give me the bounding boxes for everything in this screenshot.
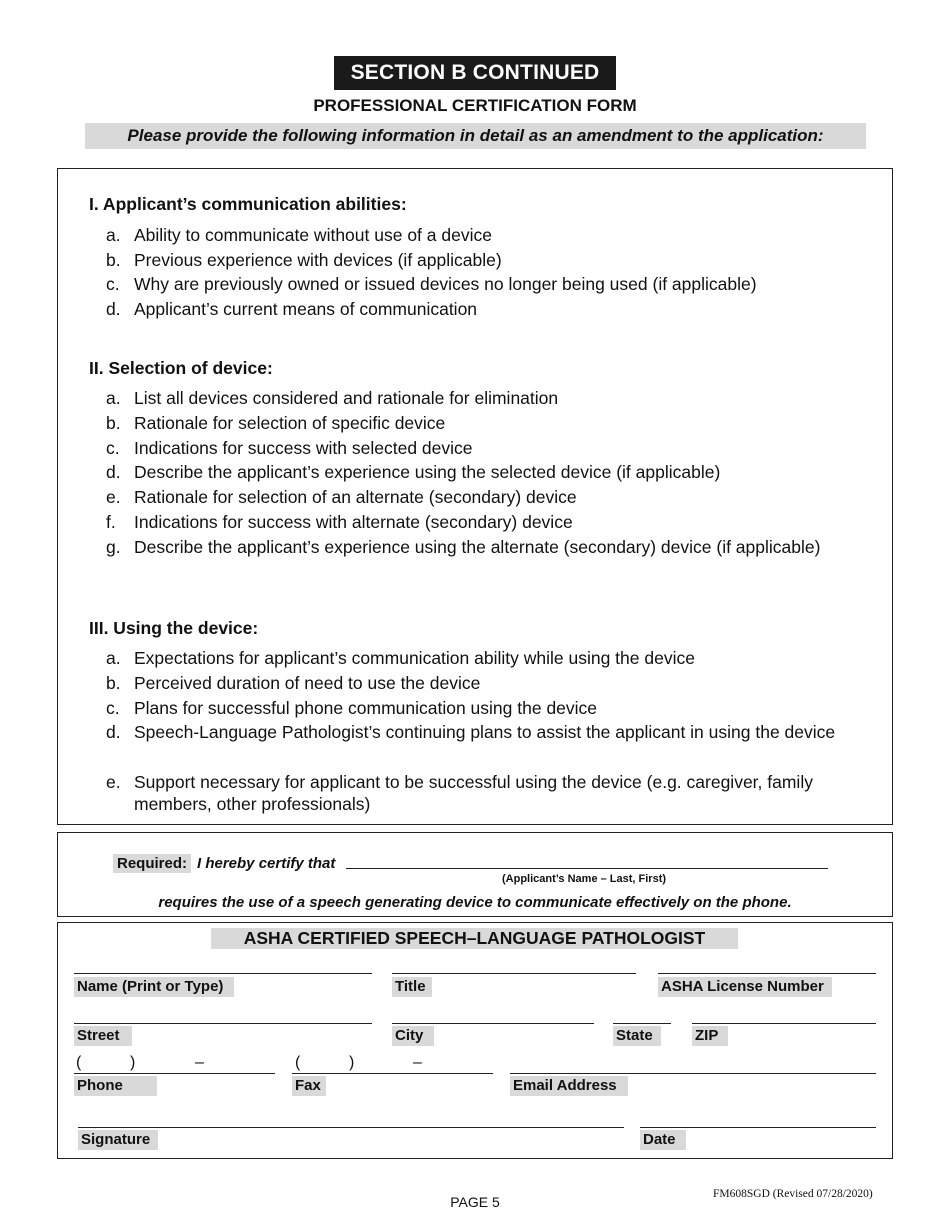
date-field[interactable] bbox=[640, 1127, 876, 1128]
list-item bbox=[106, 412, 869, 437]
title-field[interactable] bbox=[392, 973, 636, 974]
name-field[interactable] bbox=[74, 973, 372, 974]
list-item bbox=[106, 697, 869, 722]
fax-label: Fax bbox=[292, 1076, 326, 1096]
certify-text: I hereby certify that bbox=[197, 855, 336, 872]
item-text: Describe the applicant’s experience using the alternate (secondary) device (if applicable) bbox=[134, 536, 821, 557]
email-label: Email Address bbox=[510, 1076, 628, 1096]
section-heading: II. Selection of device: bbox=[89, 358, 273, 378]
signature-label: Signature bbox=[78, 1130, 158, 1150]
fax-field[interactable] bbox=[292, 1073, 493, 1074]
list-item bbox=[106, 273, 869, 298]
item-letter: d. bbox=[106, 298, 121, 319]
list-item bbox=[106, 486, 869, 511]
item-text: List all devices considered and rationale for elimination bbox=[134, 388, 559, 408]
item-letter: a. bbox=[106, 388, 121, 408]
certification-statement: requires the use of a speech generating device to communicate effectively on the phone. bbox=[158, 894, 792, 911]
zip-field[interactable] bbox=[692, 1023, 876, 1024]
license-field[interactable] bbox=[658, 973, 876, 974]
item-letter: b. bbox=[106, 249, 121, 270]
fax-area-open: ( bbox=[295, 1054, 301, 1071]
item-text: Describe the applicant’s experience using the selected device (if applicable) bbox=[134, 462, 721, 483]
item-letter: a. bbox=[106, 225, 121, 245]
item-letter: d. bbox=[106, 462, 121, 483]
item-letter: c. bbox=[106, 437, 120, 458]
street-field[interactable] bbox=[74, 1023, 372, 1024]
fax-area-close: ) bbox=[349, 1054, 355, 1071]
required-label: Required: bbox=[113, 854, 191, 873]
list-item bbox=[106, 298, 869, 323]
section-heading: I. Applicant’s communication abilities: bbox=[89, 194, 407, 214]
email-field[interactable] bbox=[510, 1073, 876, 1074]
item-letter: e. bbox=[106, 487, 121, 508]
item-letter: c. bbox=[106, 697, 120, 718]
phone-dash: – bbox=[195, 1054, 204, 1071]
item-text: Rationale for selection of an alternate (secondary) device bbox=[134, 487, 577, 508]
item-letter: c. bbox=[106, 274, 120, 294]
phone-field[interactable] bbox=[74, 1073, 275, 1074]
fax-dash: – bbox=[413, 1054, 422, 1071]
item-text: Expectations for applicant’s communication ability while using the device bbox=[134, 648, 695, 668]
item-text: Indications for success with alternate (secondary) device bbox=[134, 511, 573, 532]
section-banner: SECTION B CONTINUED bbox=[334, 56, 616, 90]
page-number: PAGE 5 bbox=[450, 1194, 500, 1210]
section-list bbox=[106, 387, 869, 558]
list-item bbox=[106, 387, 869, 412]
state-label: State bbox=[613, 1026, 661, 1046]
item-text: Plans for successful phone communication using the device bbox=[134, 697, 598, 718]
list-item bbox=[106, 771, 869, 815]
section-list bbox=[106, 647, 869, 815]
name-label: Name (Print or Type) bbox=[74, 977, 234, 997]
item-text: Previous experience with devices (if applicable) bbox=[134, 249, 502, 270]
date-label: Date bbox=[640, 1130, 686, 1150]
item-text: Applicant’s current means of communication bbox=[134, 298, 478, 319]
license-label: ASHA License Number bbox=[658, 977, 832, 997]
phone-area-close: ) bbox=[130, 1054, 136, 1071]
slp-title: ASHA CERTIFIED SPEECH–LANGUAGE PATHOLOGIST bbox=[211, 928, 738, 949]
item-text: Indications for success with selected device bbox=[134, 437, 473, 458]
phone-area-open: ( bbox=[76, 1054, 82, 1071]
item-letter: f. bbox=[106, 511, 116, 532]
section-list bbox=[106, 224, 869, 322]
form-id: FM608SGD (Revised 07/28/2020) bbox=[713, 1188, 873, 1200]
item-letter: b. bbox=[106, 412, 121, 433]
zip-label: ZIP bbox=[692, 1026, 728, 1046]
item-letter: d. bbox=[106, 722, 121, 743]
list-item bbox=[106, 721, 869, 771]
list-item bbox=[106, 437, 869, 462]
state-field[interactable] bbox=[613, 1023, 671, 1024]
list-item bbox=[106, 249, 869, 274]
city-field[interactable] bbox=[392, 1023, 594, 1024]
item-text: Rationale for selection of specific device bbox=[134, 412, 446, 433]
list-item bbox=[106, 224, 869, 249]
item-text: Why are previously owned or issued devices no longer being used (if applicable) bbox=[134, 274, 757, 294]
street-label: Street bbox=[74, 1026, 132, 1046]
item-text: Perceived duration of need to use the device bbox=[134, 672, 481, 693]
form-title: PROFESSIONAL CERTIFICATION FORM bbox=[313, 96, 637, 115]
list-item bbox=[106, 672, 869, 697]
item-letter: a. bbox=[106, 648, 121, 668]
list-item bbox=[106, 536, 869, 558]
item-letter: e. bbox=[106, 771, 121, 792]
phone-label: Phone bbox=[74, 1076, 157, 1096]
list-item bbox=[106, 461, 869, 486]
instruction-banner: Please provide the following information in detail as an amendment to the application: bbox=[85, 123, 866, 149]
applicant-name-caption: (Applicant’s Name – Last, First) bbox=[502, 873, 667, 885]
section-heading: III. Using the device: bbox=[89, 618, 259, 638]
city-label: City bbox=[392, 1026, 434, 1046]
slp-box bbox=[57, 922, 893, 1159]
item-text: Ability to communicate without use of a device bbox=[134, 225, 492, 245]
signature-field[interactable] bbox=[78, 1127, 624, 1128]
list-item bbox=[106, 511, 869, 536]
list-item bbox=[106, 647, 869, 672]
applicant-name-field[interactable] bbox=[346, 868, 828, 869]
title-label: Title bbox=[392, 977, 432, 997]
item-text: Speech-Language Pathologist’s continuing plans to assist the applicant in using the device bbox=[134, 722, 836, 743]
item-letter: g. bbox=[106, 536, 121, 557]
item-letter: b. bbox=[106, 672, 121, 693]
item-text: Support necessary for applicant to be successful using the device (e.g. caregiver, family members, other professionals) bbox=[134, 771, 813, 814]
